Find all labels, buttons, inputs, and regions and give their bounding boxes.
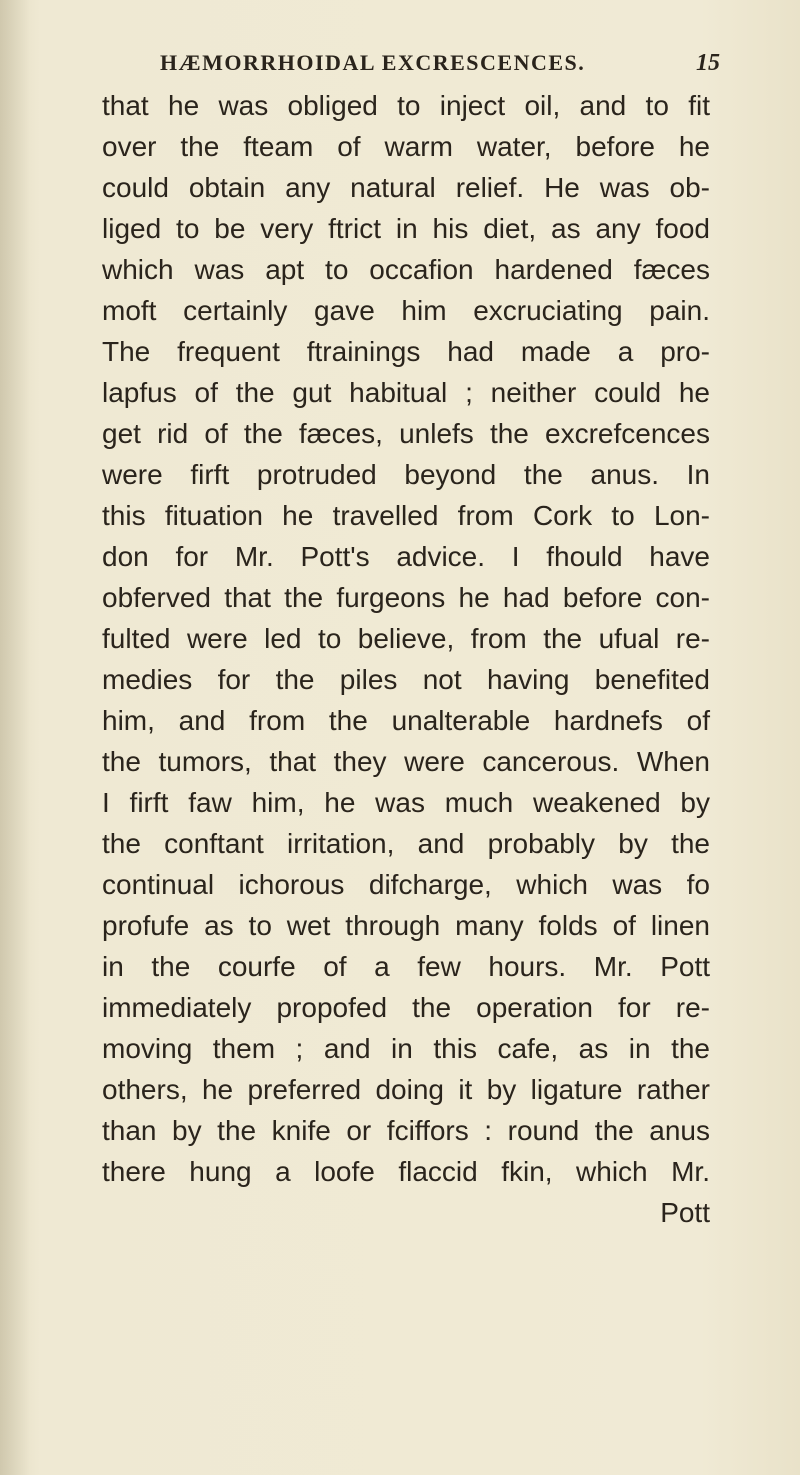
text-line: moving them ; and in this cafe, as in the (102, 1033, 710, 1064)
page-number: 15 (696, 50, 720, 76)
gutter-shadow (0, 0, 30, 1475)
running-title: HÆMORRHOIDAL EXCRESCENCES. (160, 50, 586, 75)
text-line: obferved that the furgeons he had before con- (102, 582, 710, 613)
text-line: that he was obliged to inject oil, and to fit (102, 90, 710, 121)
running-head (160, 50, 720, 77)
text-line: immediately propofed the operation for re- (102, 992, 710, 1023)
text-line: were firft protruded beyond the anus. In (102, 459, 710, 490)
text-line: continual ichorous difcharge, which was fo (102, 869, 710, 900)
text-line: get rid of the fæces, unlefs the excrefcences (102, 418, 710, 449)
text-line: lapfus of the gut habitual ; neither could he (102, 377, 710, 408)
text-line: which was apt to occafion hardened fæces (102, 254, 710, 285)
text-line: I firft faw him, he was much weakened by (102, 787, 710, 818)
text-line: could obtain any natural relief. He was ob- (102, 172, 710, 203)
text-line: there hung a loofe flaccid fkin, which Mr. (102, 1156, 710, 1187)
text-line: than by the knife or fciffors : round the anus (102, 1115, 710, 1146)
body-text (102, 85, 710, 1233)
catchword: Pott (660, 1197, 710, 1228)
text-line: others, he preferred doing it by ligature rather (102, 1074, 710, 1105)
text-line: don for Mr. Pott's advice. I fhould have (102, 541, 710, 572)
text-line: the tumors, that they were cancerous. When (102, 746, 710, 777)
text-line: in the courfe of a few hours. Mr. Pott (102, 951, 710, 982)
text-line: liged to be very ftrict in his diet, as any food (102, 213, 710, 244)
text-line: the conftant irritation, and probably by the (102, 828, 710, 859)
text-line: over the fteam of warm water, before he (102, 131, 710, 162)
text-line: him, and from the unalterable hardnefs of (102, 705, 710, 736)
text-line: medies for the piles not having benefited (102, 664, 710, 695)
text-line: fulted were led to believe, from the ufual re- (102, 623, 710, 654)
text-line: The frequent ftrainings had made a pro- (102, 336, 710, 367)
text-line: profufe as to wet through many folds of linen (102, 910, 710, 941)
text-line: moft certainly gave him excruciating pain. (102, 295, 710, 326)
text-line: this fituation he travelled from Cork to Lon- (102, 500, 710, 531)
